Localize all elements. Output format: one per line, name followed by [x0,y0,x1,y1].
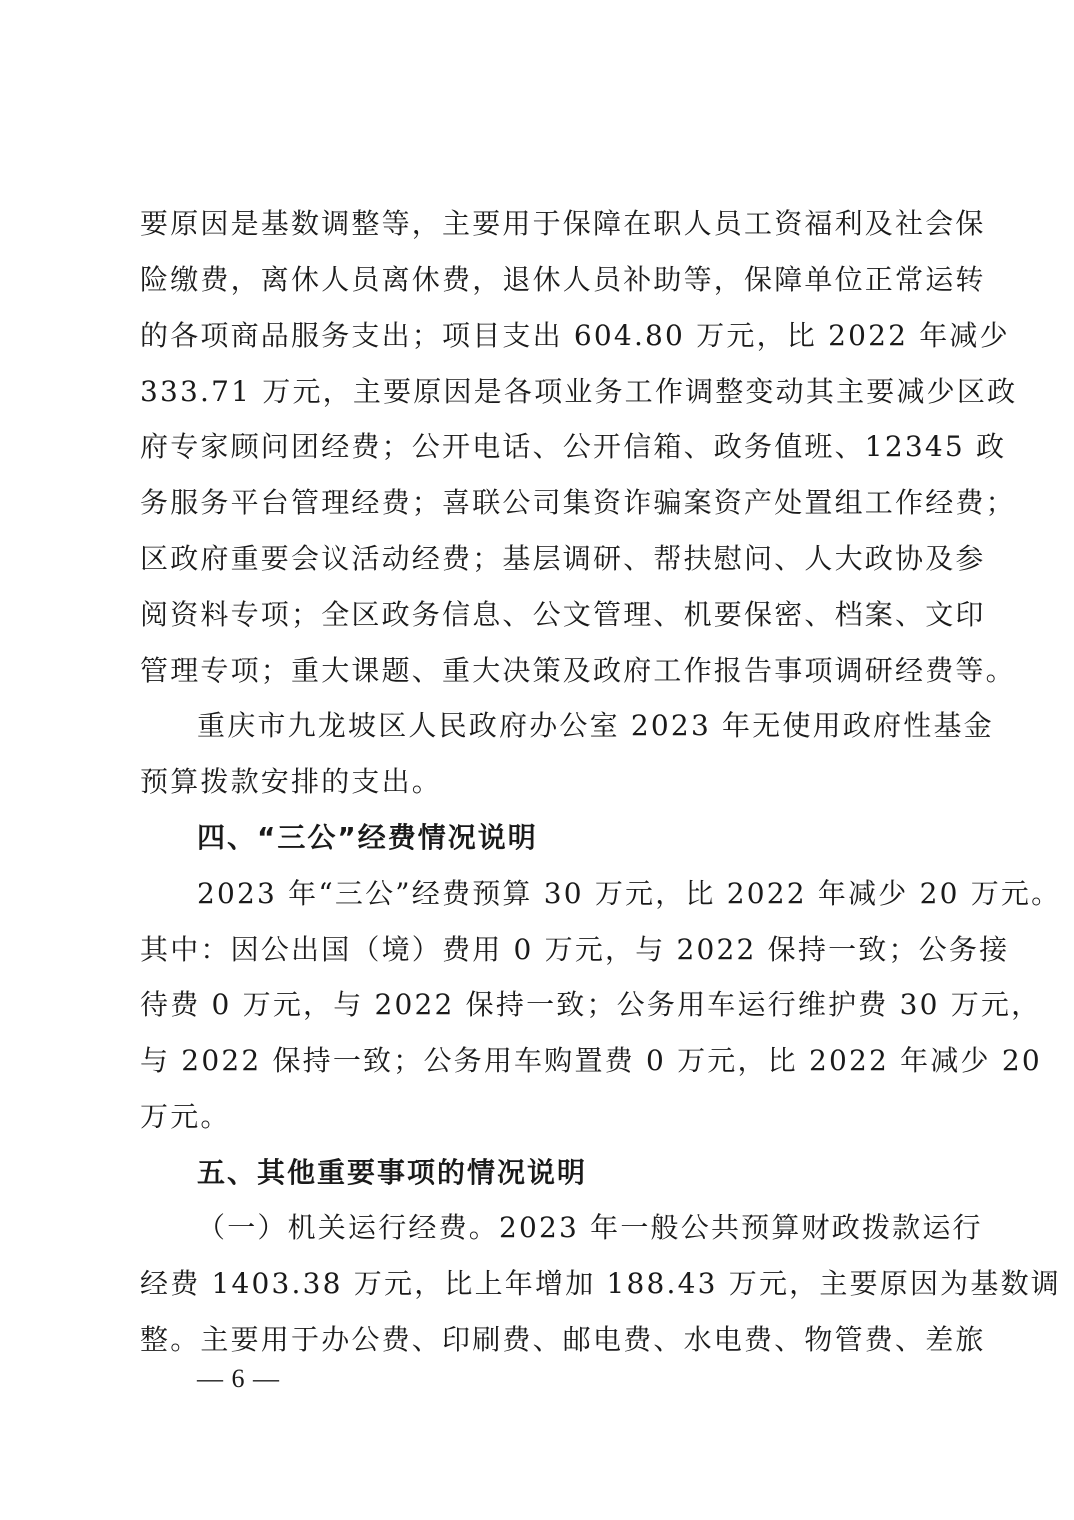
page-number: — 6 — [197,1364,280,1393]
body-text-line: 要原因是基数调整等，主要用于保障在职人员工资福利及社会保 [140,207,986,240]
paragraph-first-line: 2023 年“三公”经费预算 30 万元，比 2022 年减少 20 万元。 [197,877,1062,910]
body-text-line: 与 2022 保持一致；公务用车购置费 0 万元，比 2022 年减少 20 [140,1044,1042,1077]
section-heading-five: 五、其他重要事项的情况说明 [197,1156,588,1189]
body-text-line: 整。主要用于办公费、印刷费、邮电费、水电费、物管费、差旅 [140,1323,986,1356]
body-text-line: 务服务平台管理经费；喜联公司集资诈骗案资产处置组工作经费； [140,486,1016,519]
paragraph-first-line: （一）机关运行经费。2023 年一般公共预算财政拨款运行 [197,1211,983,1244]
body-text-line: 333.71 万元，主要原因是各项业务工作调整变动其主要减少区政 [140,375,1018,408]
body-text-line: 的各项商品服务支出；项目支出 604.80 万元，比 2022 年减少 [140,319,1010,352]
body-text-line: 其中：因公出国（境）费用 0 万元，与 2022 保持一致；公务接 [140,933,1010,966]
section-heading-four: 四、“三公”经费情况说明 [197,821,538,854]
body-text-line: 管理专项；重大课题、重大决策及政府工作报告事项调研经费等。 [140,654,1016,687]
body-text-line: 预算拨款安排的支出。 [140,765,443,798]
body-text-line: 府专家顾问团经费；公开电话、公开信箱、政务值班、12345 政 [140,430,1007,463]
body-text-line: 阅资料专项；全区政务信息、公文管理、机要保密、档案、文印 [140,598,986,631]
body-text-line: 经费 1403.38 万元，比上年增加 188.43 万元，主要原因为基数调 [140,1267,1061,1300]
paragraph-first-line: 重庆市九龙坡区人民政府办公室 2023 年无使用政府性基金 [197,709,994,742]
body-text-line: 万元。 [140,1100,231,1133]
body-text-line: 区政府重要会议活动经费；基层调研、帮扶慰问、人大政协及参 [140,542,986,575]
body-text-line: 险缴费，离休人员离休费，退休人员补助等，保障单位正常运转 [140,263,986,296]
body-text-line: 待费 0 万元，与 2022 保持一致；公务用车运行维护费 30 万元， [140,988,1042,1021]
